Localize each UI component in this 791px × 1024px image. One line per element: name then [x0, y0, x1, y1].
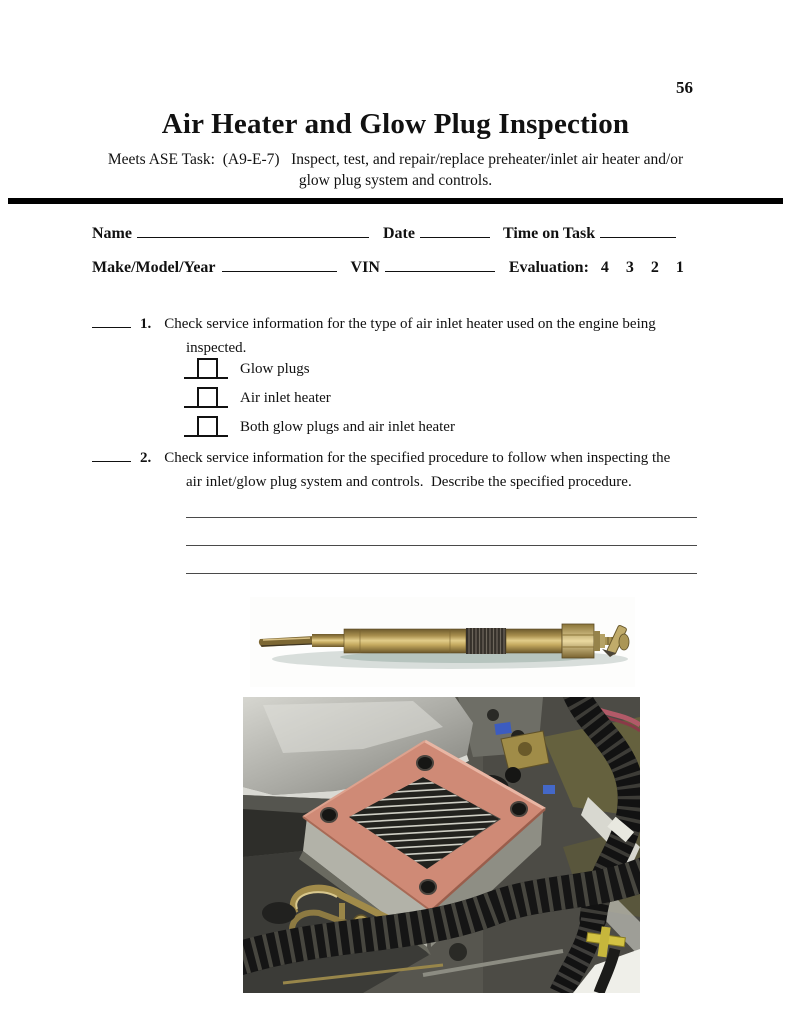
answer-line[interactable] [186, 546, 697, 574]
option-label: Both glow plugs and air inlet heater [240, 419, 455, 435]
glow-plugs-checkbox[interactable] [197, 358, 218, 379]
vin-field-blank[interactable] [385, 258, 495, 272]
evaluation-value-4[interactable]: 4 [600, 259, 609, 276]
both-checkbox[interactable] [197, 416, 218, 437]
task-2-text-line1: Check service information for the specified procedure to follow when inspecting the [164, 450, 671, 466]
task-2-row [92, 448, 670, 467]
make-model-year-field-blank[interactable] [222, 258, 337, 272]
evaluation-value-1[interactable]: 1 [675, 259, 684, 276]
option-row-both [184, 416, 455, 437]
task-2-text-line2: air inlet/glow plug system and controls. Describe the specified procedure. [186, 474, 632, 490]
ase-task-line1: Meets ASE Task: (A9-E-7) Inspect, test, and repair/replace preheater/inlet air heater and/or [107, 151, 684, 168]
answer-line[interactable] [186, 490, 697, 518]
evaluation-value-2[interactable]: 2 [650, 259, 659, 276]
task-1-text-line2: inspected. [186, 340, 247, 356]
task-1-text-line1: Check service information for the type of air inlet heater used on the engine being [164, 316, 656, 332]
ase-task-subtitle [0, 149, 791, 191]
checkbox-underline-left [184, 377, 197, 379]
glow-plug-illustration [250, 597, 635, 687]
make-model-year-label: Make/Model/Year [92, 259, 216, 276]
option-label: Air inlet heater [240, 390, 331, 406]
answer-line[interactable] [186, 518, 697, 546]
divider-rule [8, 198, 783, 204]
option-row-glow-plugs [184, 358, 455, 379]
info-row-1 [92, 224, 692, 243]
glow-plug-photo [250, 597, 635, 687]
date-field-blank[interactable] [420, 224, 490, 238]
page-title: Air Heater and Glow Plug Inspection [161, 108, 630, 140]
vin-label: VIN [350, 259, 380, 276]
date-label: Date [382, 225, 415, 242]
checkbox-underline-right [218, 435, 228, 437]
checkbox-underline-right [218, 406, 228, 408]
name-label: Name [92, 225, 132, 242]
time-on-task-field-blank[interactable] [600, 224, 676, 238]
option-label: Glow plugs [240, 361, 310, 377]
time-on-task-label: Time on Task [502, 225, 596, 242]
task-1-options [184, 358, 455, 445]
evaluation-label: Evaluation: [508, 259, 589, 276]
name-field-blank[interactable] [137, 224, 369, 238]
info-row-2 [92, 258, 692, 277]
ase-task-line2: glow plug system and controls. [298, 172, 493, 189]
task-1-row [92, 314, 656, 333]
engine-illustration [243, 697, 640, 993]
task-2-answer-lines [186, 490, 697, 574]
task-1-number: 1. [140, 316, 152, 332]
page-number: 56 [676, 78, 693, 97]
checkbox-underline-left [184, 406, 197, 408]
option-row-air-inlet-heater [184, 387, 455, 408]
task-2-number: 2. [140, 450, 152, 466]
evaluation-value-3[interactable]: 3 [625, 259, 634, 276]
intake-air-heater-photo [243, 697, 640, 993]
checkbox-underline-right [218, 377, 228, 379]
task-2-grade-blank[interactable] [92, 448, 131, 462]
checkbox-underline-left [184, 435, 197, 437]
task-1-grade-blank[interactable] [92, 314, 131, 328]
air-inlet-heater-checkbox[interactable] [197, 387, 218, 408]
